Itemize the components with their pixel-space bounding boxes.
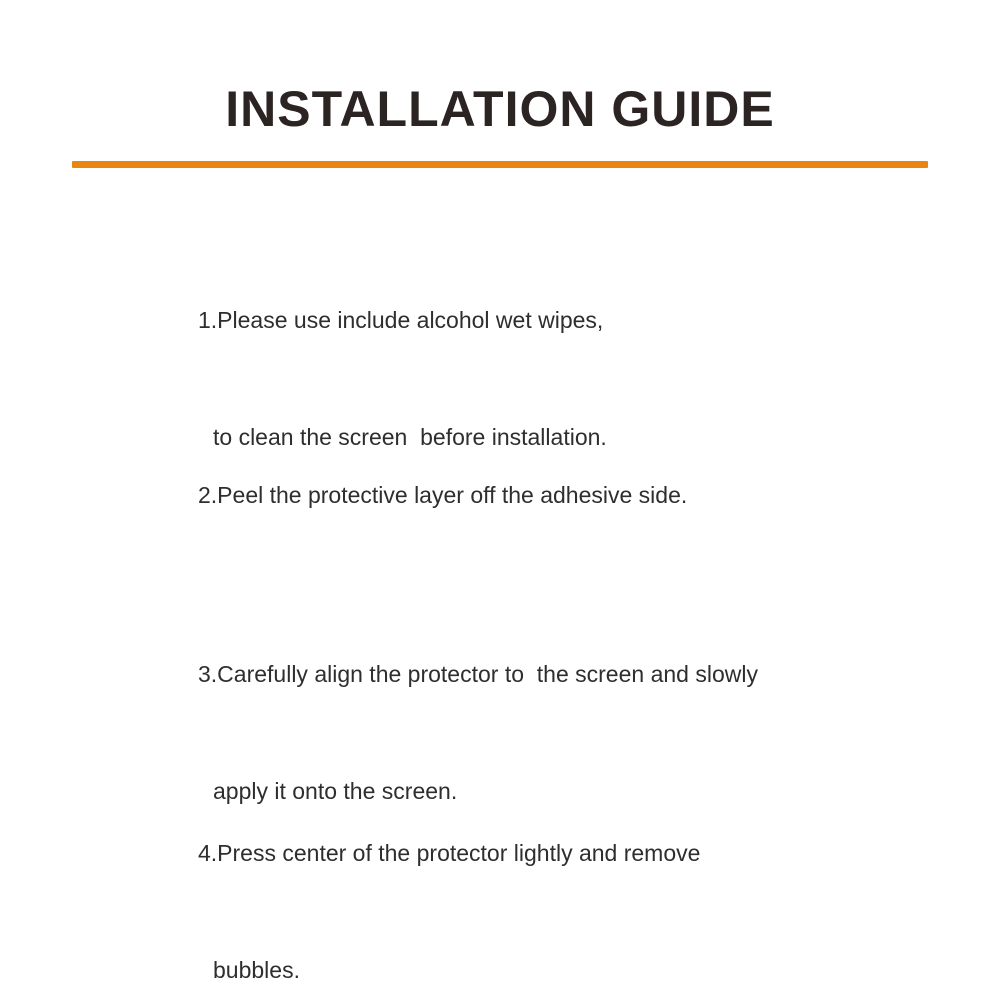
orange-divider-rule: [72, 161, 928, 168]
step-2-line-1: 2.Peel the protective layer off the adhesive side.: [198, 482, 688, 508]
step-4-line-1: 4.Press center of the protector lightly and remove: [198, 840, 701, 866]
step-2: [198, 398, 687, 593]
step-1-line-1: 1.Please use include alcohol wet wipes,: [198, 307, 604, 333]
step-3-line-1: 3.Carefully align the protector to the screen and slowly: [198, 661, 758, 687]
step-4-line-2: bubbles.: [213, 957, 300, 983]
step-4: [198, 756, 700, 1000]
step-3-line-2: apply it onto the screen.: [213, 778, 458, 804]
page-title: INSTALLATION GUIDE: [225, 81, 775, 137]
step-1-line-2: to clean the screen before installation.: [213, 424, 607, 450]
